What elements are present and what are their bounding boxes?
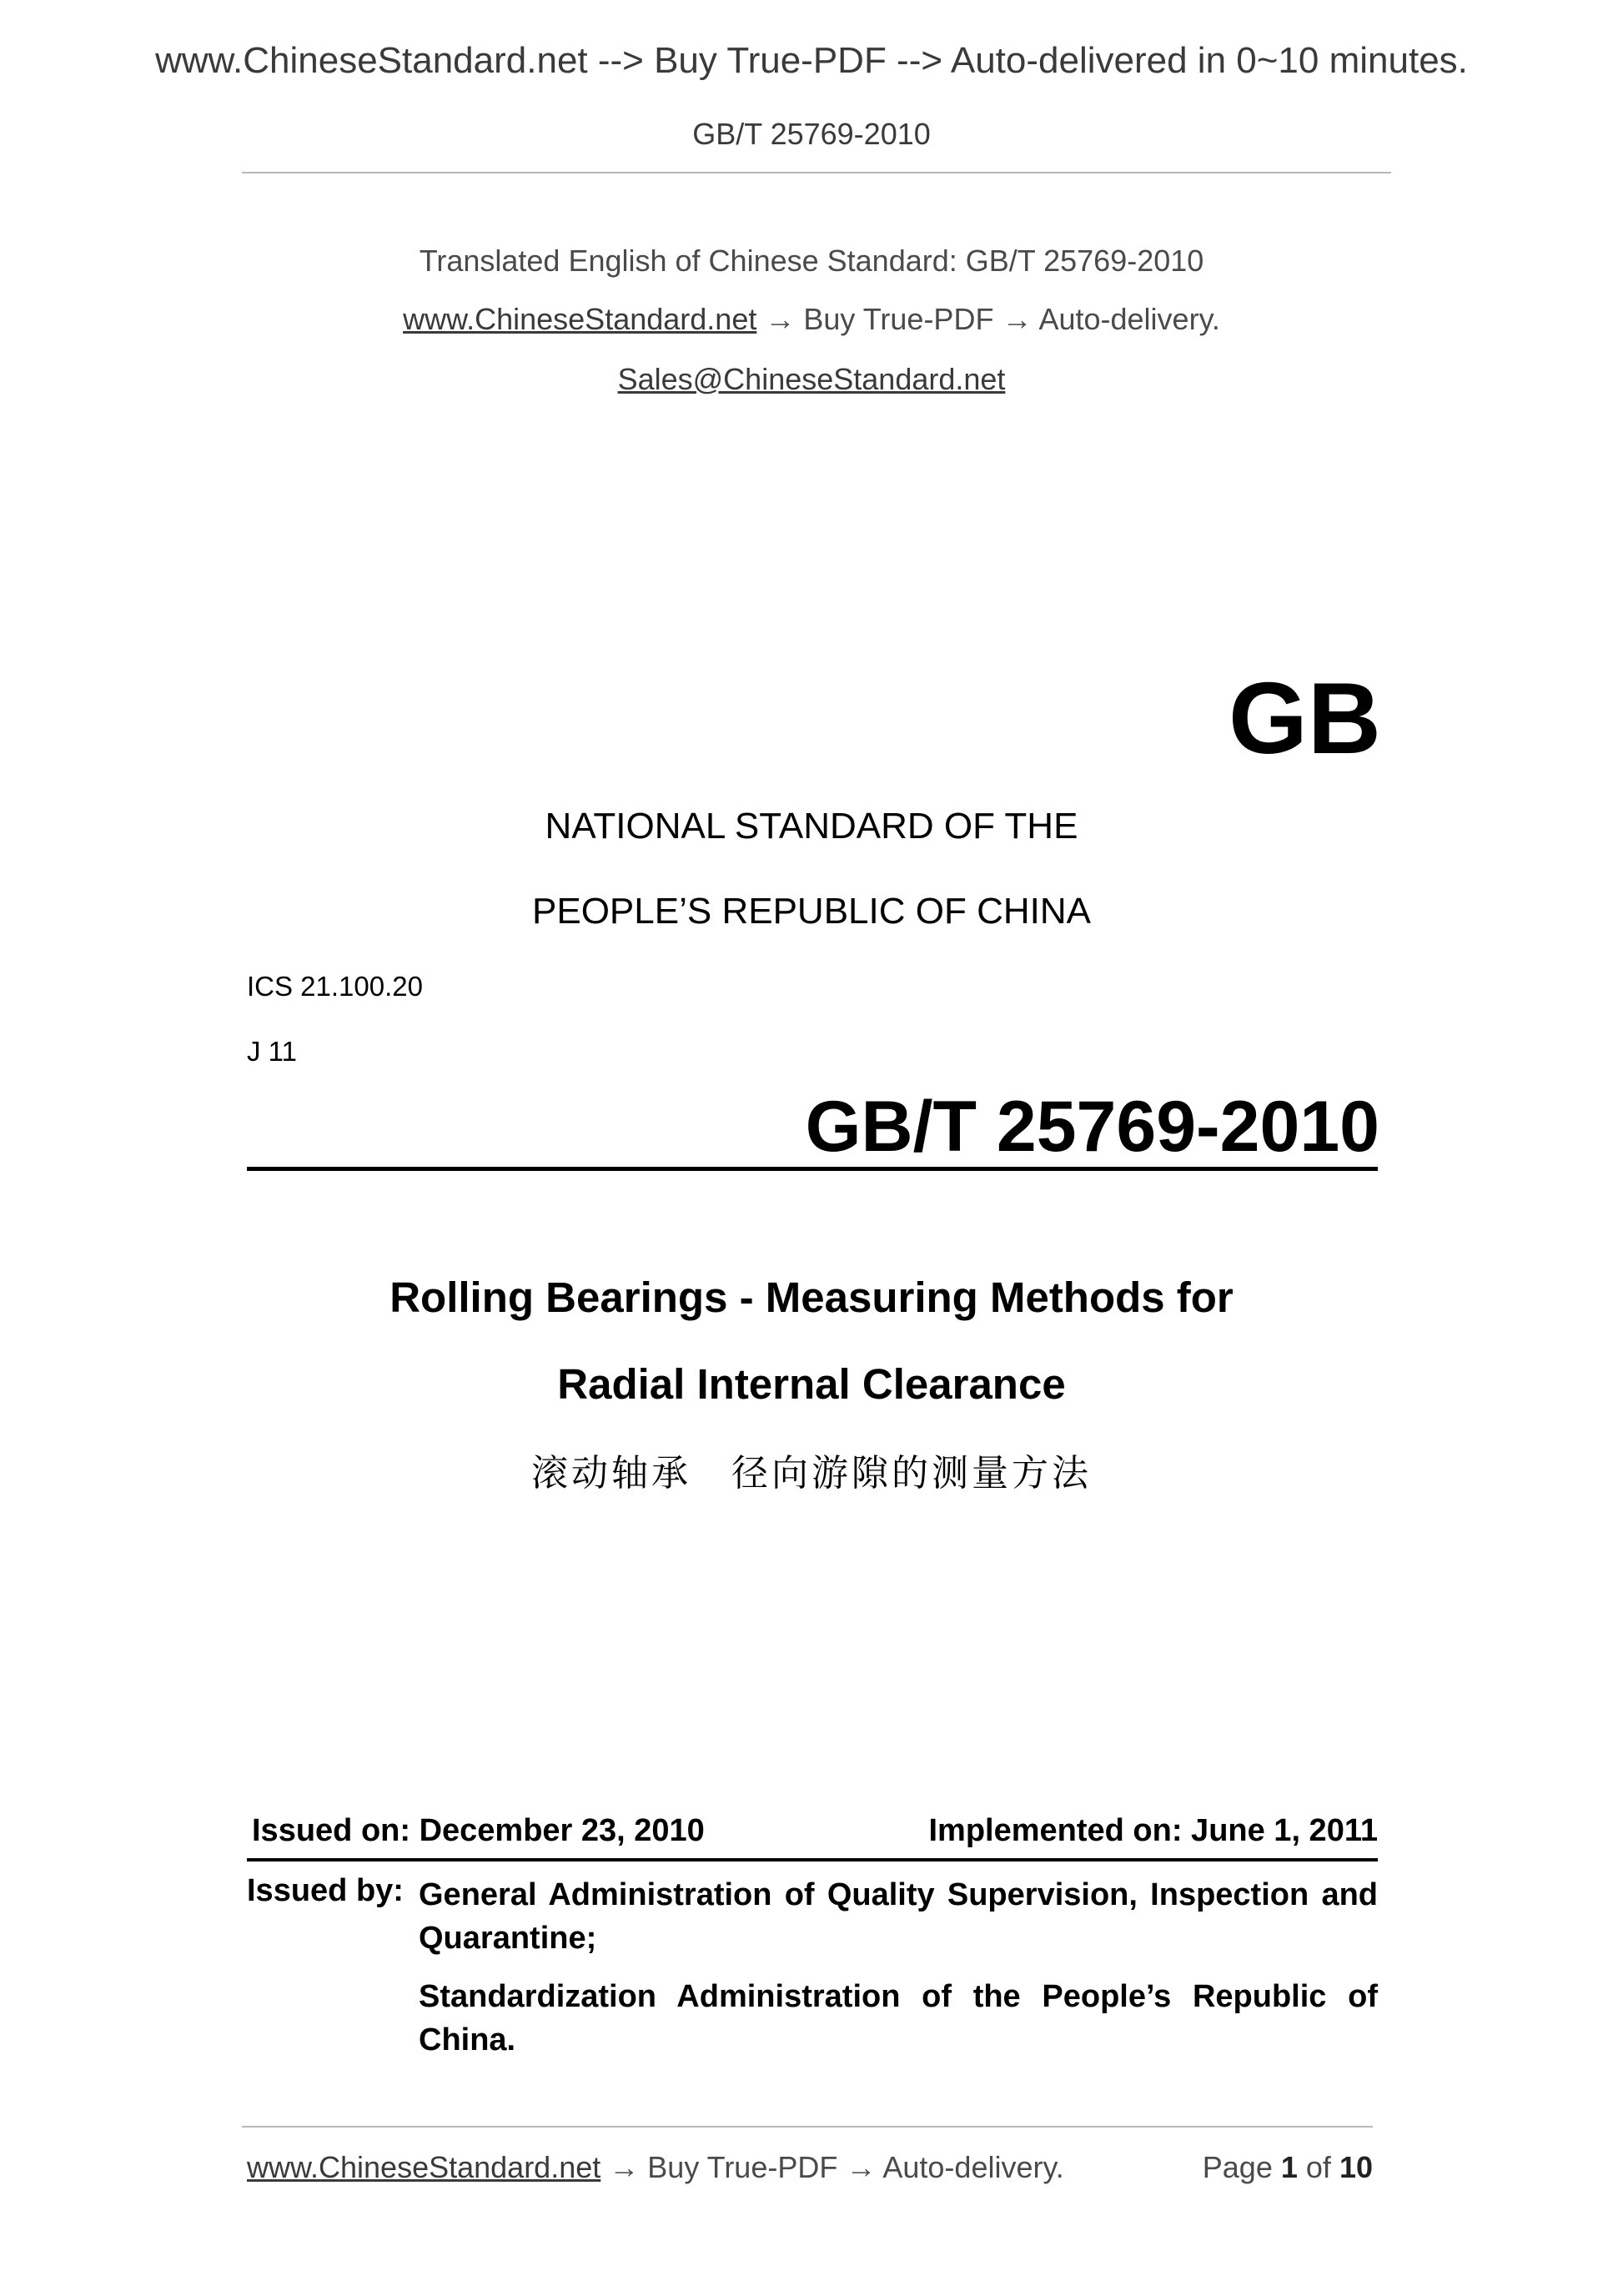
email-row [0, 362, 1623, 397]
footer-site-link[interactable]: www.ChineseStandard.net [247, 2150, 601, 2184]
purchase-links [0, 302, 1623, 337]
of-word: of [1305, 2150, 1331, 2184]
site-link[interactable]: www.ChineseStandard.net [403, 302, 757, 336]
j-code: J 11 [247, 1036, 297, 1067]
issued-on-date: Issued on: December 23, 2010 [252, 1813, 705, 1848]
footer-divider [242, 2126, 1373, 2128]
chinese-title: 滚动轴承 径向游隙的测量方法 [531, 1452, 1092, 1495]
arrow-icon: → [765, 302, 796, 336]
footer-links [247, 2150, 1064, 2185]
standard-number: GB/T 25769-2010 [805, 1087, 1379, 1167]
header-doc-code: GB/T 25769-2010 [692, 117, 931, 151]
arrow-icon: → [1002, 302, 1033, 336]
autodelivery-text: Auto-delivery. [1038, 302, 1220, 336]
gb-mark: GB [1229, 661, 1381, 775]
arrow-icon: → [609, 2150, 640, 2184]
translated-notice: Translated English of Chinese Standard: GB/T 25769-2010 [419, 244, 1204, 278]
document-title-line2: Radial Internal Clearance [557, 1360, 1066, 1408]
top-banner: www.ChineseStandard.net --> Buy True-PDF --> Auto-delivered in 0~10 minutes. [155, 40, 1468, 81]
issued-by-label: Issued by: [247, 1873, 404, 1908]
dates-rule [247, 1858, 1378, 1861]
implemented-on-date: Implemented on: June 1, 2011 [928, 1813, 1378, 1848]
page-total: 10 [1339, 2150, 1373, 2184]
national-standard-line2: PEOPLE’S REPUBLIC OF CHINA [532, 891, 1091, 932]
footer-autodelivery-text: Auto-delivery. [882, 2150, 1064, 2184]
standard-number-rule [247, 1167, 1378, 1171]
arrow-icon: → [846, 2150, 877, 2184]
sales-email-link[interactable]: Sales@ChineseStandard.net [617, 362, 1006, 396]
page-word: Page [1202, 2150, 1273, 2184]
document-title-line1: Rolling Bearings - Measuring Methods for [389, 1274, 1234, 1321]
issuer-1: General Administration of Quality Supervision, Inspection and Quarantine; [419, 1877, 1378, 1956]
page-indicator [1203, 2150, 1373, 2185]
footer-buy-text: Buy True-PDF [647, 2150, 838, 2184]
page-current: 1 [1280, 2150, 1298, 2184]
issuer-2: Standardization Administration of the People’s Republic of China. [419, 1979, 1378, 2057]
buy-text: Buy True-PDF [803, 302, 994, 336]
ics-code: ICS 21.100.20 [247, 971, 423, 1002]
header-divider [242, 172, 1391, 173]
national-standard-line1: NATIONAL STANDARD OF THE [545, 806, 1078, 847]
